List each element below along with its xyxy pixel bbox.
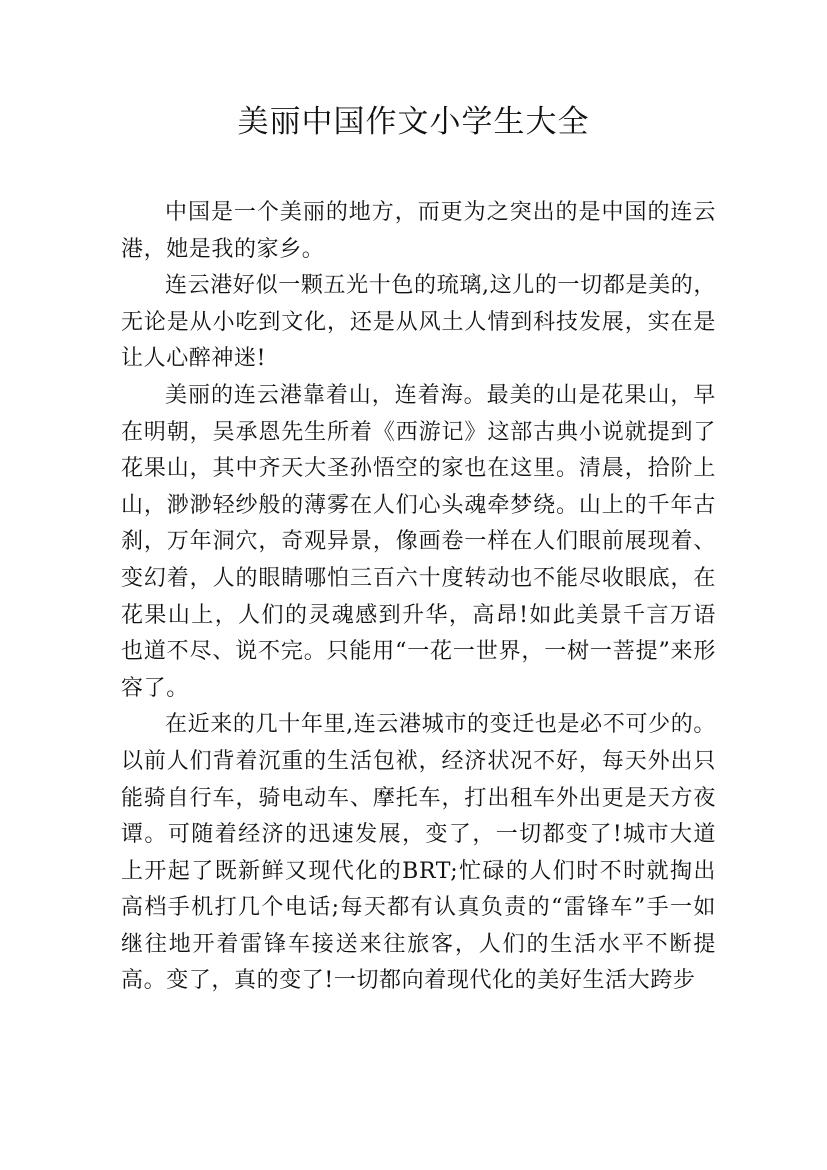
paragraph-3: 美丽的连云港靠着山，连着海。最美的山是花果山，早在明朝，吴承恩先生所着《西游记》这部古典小说就提到了花果山，其中齐天大圣孙悟空的家也在这里。清晨，拾阶上山，渺渺轻纱般的薄雾在人们心头魂牵梦绕。山上的千年古刹，万年洞穴，奇观异景，像画卷一样在人们眼前展现着、变幻着，人的眼睛哪怕三百六十度转动也不能尽收眼底，在花果山上，人们的灵魂感到升华，高昂!如此美景千言万语也道不尽、说不完。只能用“一花一世界，一树一菩提”来形容了。 [121, 382, 716, 701]
paragraph-2: 连云港好似一颗五光十色的琉璃,这儿的一切都是美的，无论是从小吃到文化，还是从风土人情到科技发展，实在是让人心醉神迷! [121, 273, 716, 372]
document-body [121, 195, 716, 1000]
paragraph-1: 中国是一个美丽的地方，而更为之突出的是中国的连云港，她是我的家乡。 [121, 200, 716, 262]
document-title: 美丽中国作文小学生大全 [237, 104, 590, 140]
paragraph-4: 在近来的几十年里,连云港城市的变迁也是必不可少的。以前人们背着沉重的生活包袱，经济状况不好，每天外出只能骑自行车，骑电动车、摩托车，打出租车外出更是天方夜谭。可随着经济的迅速发展，变了，一切都变了!城市大道上开起了既新鲜又现代化的BRT;忙碌的人们时不时就掏出高档手机打几个电话;每天都有认真负责的“雷锋车”手一如继往地开着雷锋车接送来往旅客，人们的生活水平不断提高。变了，真的变了!一切都向着现代化的美好生活大跨步 [121, 712, 716, 994]
